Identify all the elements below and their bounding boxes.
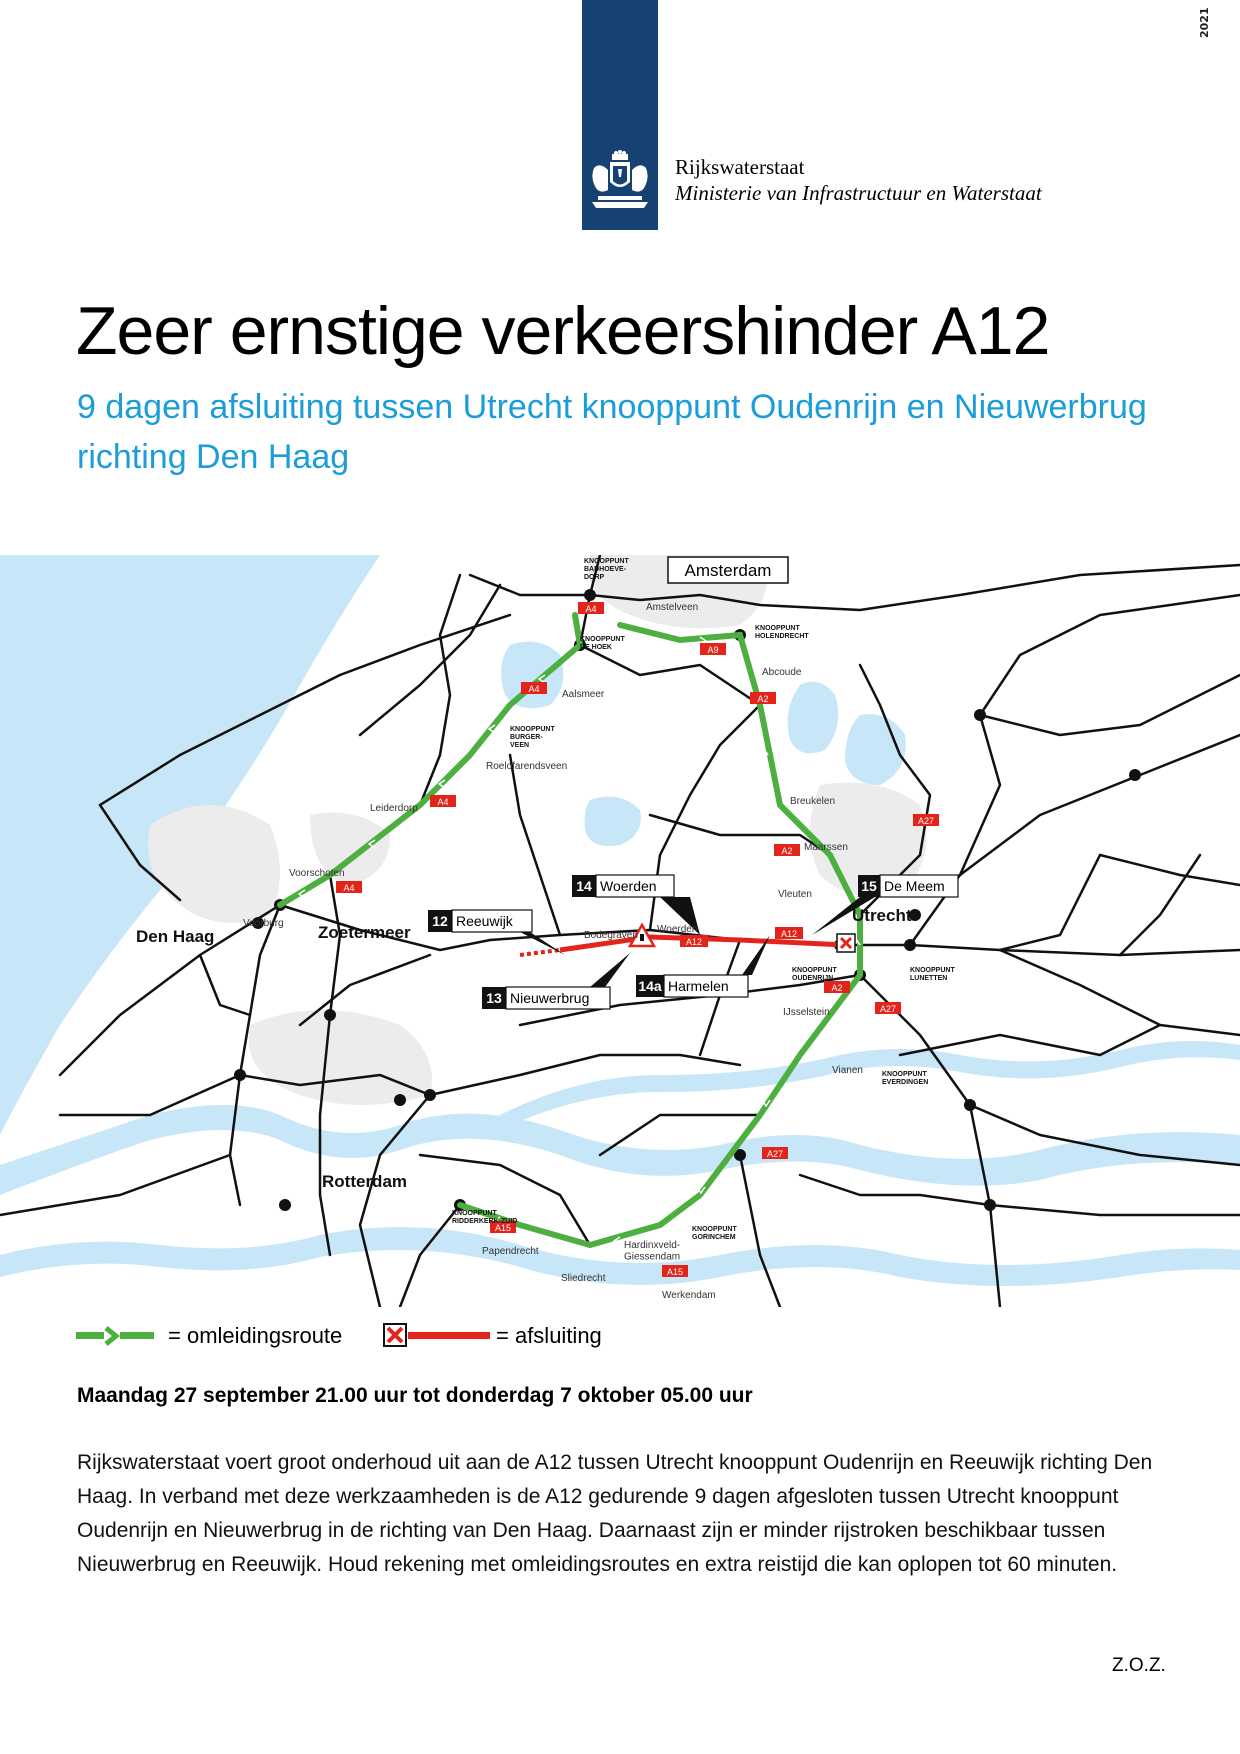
- junction-lunetten: KNOOPPUNT LUNETTEN: [910, 967, 955, 983]
- organisation-block: [675, 154, 1042, 206]
- org-name: Rijkswaterstaat: [675, 155, 805, 179]
- shield-a4-4: A4: [343, 883, 355, 893]
- exit-13-name: Nieuwerbrug: [510, 990, 590, 1006]
- exit-12-name: Reeuwijk: [456, 913, 513, 929]
- lake-westeinder: [501, 642, 563, 709]
- org-subtitle: Ministerie van Infrastructuur en Waterstaat: [675, 181, 1042, 205]
- shield-a12-2: A12: [780, 929, 798, 939]
- exit-12-number: 12: [432, 913, 448, 929]
- page-title: Zeer ernstige verkeershinder A12: [76, 293, 1050, 369]
- shield-a12-1: A12: [685, 937, 703, 947]
- town-maarssen: Maarssen: [804, 842, 848, 853]
- logo-ribbon: [582, 0, 658, 230]
- town-voorschoten: Voorschoten: [289, 868, 345, 879]
- exit-amsterdam: [668, 557, 788, 583]
- shield-a4-1: A4: [585, 604, 597, 614]
- date-range: Maandag 27 september 21.00 uur tot donderdag 7 oktober 05.00 uur: [77, 1384, 753, 1407]
- year-label: [1198, 7, 1228, 62]
- detour-map: [0, 555, 1240, 1307]
- city-utrecht: Utrecht: [852, 906, 912, 925]
- detour-legend-icon: [76, 1326, 156, 1346]
- closure-x-icon: [837, 934, 855, 952]
- junction-badhoevedorp: KNOOPPUNT BADHOEVE-DORP: [584, 558, 629, 582]
- detour-legend-label: = omleidingsroute: [168, 1323, 343, 1348]
- exit-15-number: 15: [861, 878, 877, 894]
- junction-burgerveen: KNOOPPUNT BURGER-VEEN: [510, 726, 555, 750]
- exit-14a-name: Harmelen: [668, 978, 729, 994]
- town-voorburg: Voorburg: [243, 918, 284, 929]
- town-papendrecht: Papendrecht: [482, 1246, 539, 1257]
- closure-legend-label: = afsluiting: [496, 1323, 602, 1348]
- junction-ridderkerk: KNOOPPUNT RIDDERKERK-ZUID: [452, 1210, 518, 1226]
- shield-a4-3: A4: [437, 797, 449, 807]
- city-den-haag: Den Haag: [136, 927, 215, 946]
- closure-legend-icon: [382, 1322, 492, 1350]
- shield-a27-3: A27: [766, 1149, 784, 1159]
- town-abcoude: Abcoude: [762, 667, 802, 678]
- exit-14-number: 14: [576, 878, 592, 894]
- shield-a15-2: A15: [666, 1267, 684, 1277]
- town-woerden: Woerden: [657, 924, 698, 935]
- town-amstelveen: Amstelveen: [646, 602, 699, 613]
- town-vianen: Vianen: [832, 1065, 863, 1076]
- junction-oudenrijn: KNOOPPUNT OUDENRIJN: [792, 967, 837, 983]
- shield-a15-1: A15: [494, 1223, 512, 1233]
- junction-holendrecht: KNOOPPUNT HOLENDRECHT: [755, 625, 809, 641]
- town-breukelen: Breukelen: [790, 796, 836, 807]
- shield-a2-1: A2: [757, 694, 769, 704]
- town-roelofarendsveen: Roelofarendsveen: [486, 761, 568, 772]
- exit-14a-number: 14a: [638, 978, 662, 994]
- city-rotterdam: Rotterdam: [322, 1172, 408, 1191]
- crest-icon: [582, 150, 658, 220]
- exit-15-name: De Meem: [884, 878, 945, 894]
- town-hardinxveld: Hardinxveld-Giessendam: [624, 1240, 681, 1263]
- town-sliedrecht: Sliedrecht: [561, 1273, 606, 1284]
- town-ijsselstein: IJsselstein: [783, 1007, 830, 1018]
- year-text: 2021: [1198, 7, 1211, 38]
- turn-over-note: Z.O.Z.: [1112, 1655, 1166, 1676]
- page-subtitle: 9 dagen afsluiting tussen Utrecht knooppunt Oudenrijn en Nieuwerbrug richting Den Haag: [77, 388, 1147, 476]
- town-vleuten: Vleuten: [778, 889, 812, 900]
- city-zoetermeer: Zoetermeer: [318, 923, 411, 942]
- shield-a2-3: A2: [831, 983, 843, 993]
- shield-a4-2: A4: [528, 684, 540, 694]
- shield-a2-2: A2: [781, 846, 793, 856]
- body-paragraph: Rijkswaterstaat voert groot onderhoud uit aan de A12 tussen Utrecht knooppunt Oudenrijn en Reeuwijk richting Den Haag. In verband met deze werkzaamheden is de A12 gedurende 9 dagen afgesloten tussen Utrecht knooppunt Oudenrijn en Nieuwerbrug in de richting van Den Haag. Daarnaast zijn er minder rijstroken beschikbaar tussen Nieuwerbrug en Reeuwijk. Houd rekening met omleidingsroutes en extra reistijd die kan oplopen tot 60 minuten.: [77, 1451, 1153, 1576]
- city-amsterdam: Amsterdam: [684, 561, 772, 580]
- junction-de-hoek: KNOOPPUNT DE HOEK: [580, 636, 625, 652]
- junction-everdingen: KNOOPPUNT EVERDINGEN: [882, 1071, 929, 1087]
- map-legend: [76, 1322, 776, 1352]
- town-werkendam: Werkendam: [662, 1290, 716, 1301]
- shield-a27-2: A27: [879, 1004, 897, 1014]
- shield-a9: A9: [707, 645, 719, 655]
- exit-13-number: 13: [486, 990, 502, 1006]
- shield-a27-1: A27: [917, 816, 935, 826]
- town-aalsmeer: Aalsmeer: [562, 689, 605, 700]
- exit-14-name: Woerden: [600, 878, 657, 894]
- junction-gorinchem: KNOOPPUNT GORINCHEM: [692, 1226, 737, 1242]
- town-bodegraven: Bodegraven: [584, 930, 638, 941]
- town-leiderdorp: Leiderdorp: [370, 803, 418, 814]
